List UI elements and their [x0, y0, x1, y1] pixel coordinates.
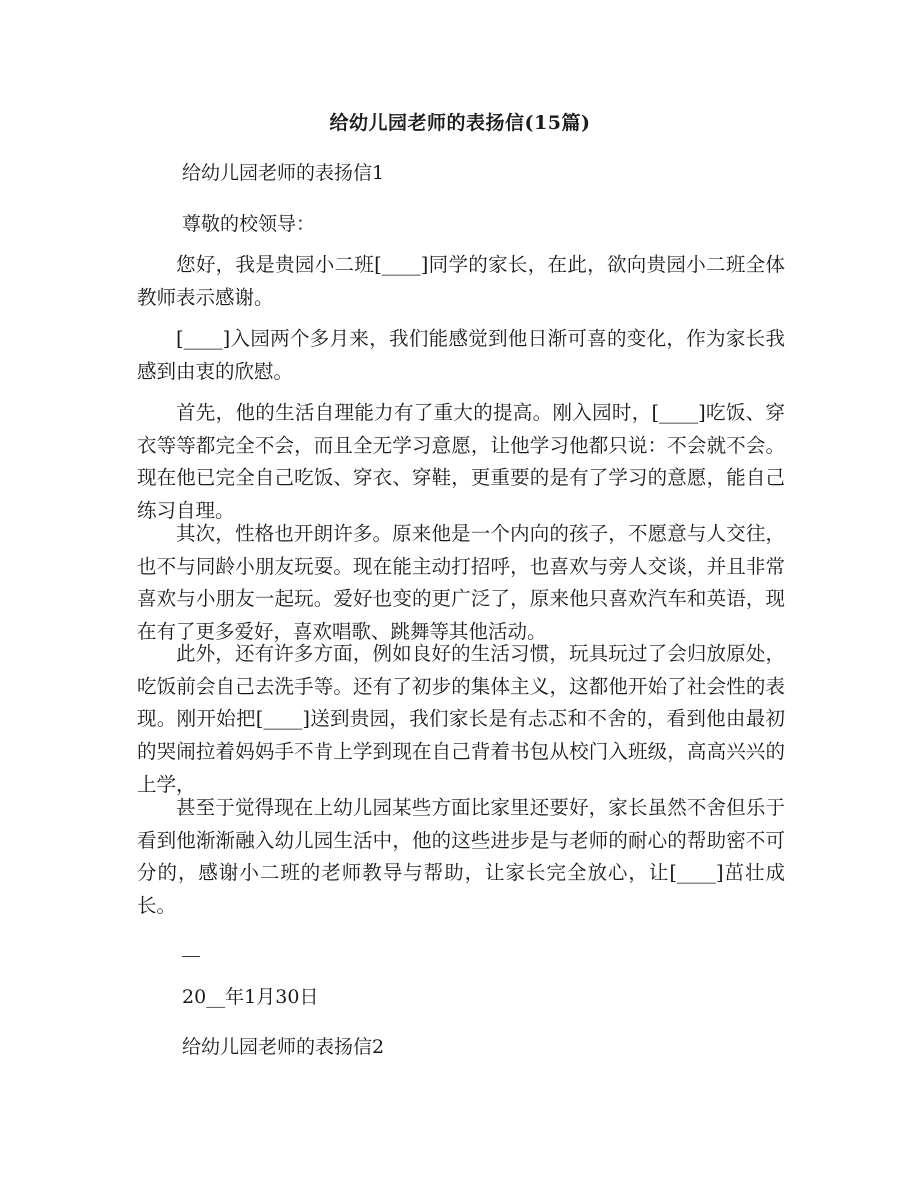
letter2-heading: 给幼儿园老师的表扬信2 — [182, 1036, 385, 1058]
paragraph-intro: [____]入园两个多月来，我们能感觉到他日渐可喜的变化，作为家长我感到由衷的欣慰。 — [137, 327, 785, 383]
paragraph-first: 首先，他的生活自理能力有了重大的提高。刚入园时，[____]吃饭、穿衣等等都完全不会，而且全无学习意愿，让他学习他都只说：不会就不会。现在他已完全自己吃饭、穿衣、穿鞋，更重要的是有了学习的意愿，能自己练习自理。 — [137, 401, 785, 523]
letter-date: 20__年1月30日 — [182, 986, 319, 1008]
signature-line — [182, 956, 200, 957]
paragraph-second: 其次，性格也开朗许多。原来他是一个内向的孩子，不愿意与人交往，也不与同龄小朋友玩耍。现在能主动打招呼，也喜欢与旁人交谈，并且非常喜欢与小朋友一起玩。爱好也变的更广泛了，原来他只喜欢汽车和英语，现在有了更多爱好，喜欢唱歌、跳舞等其他活动。 — [137, 522, 785, 644]
paragraph-third: 此外，还有许多方面，例如良好的生活习惯，玩具玩过了会归放原处，吃饭前会自己去洗手等。还有了初步的集体主义，这都他开始了社会性的表现。刚开始把[____]送到贵园，我们家长是有忐忑和不舍的，看到他由最初的哭闹拉着妈妈手不肯上学到现在自己背着书包从校门入班级，高高兴兴的上学， — [137, 642, 785, 796]
paragraph-fourth: 甚至于觉得现在上幼儿园某些方面比家里还要好，家长虽然不舍但乐于看到他渐渐融入幼儿园生活中，他的这些进步是与老师的耐心的帮助密不可分的，感谢小二班的老师教导与帮助，让家长完全放心，让[____]茁壮成长。 — [137, 796, 785, 918]
letter1-heading: 给幼儿园老师的表扬信1 — [182, 162, 385, 184]
salutation: 尊敬的校领导： — [182, 213, 316, 235]
document-title: 给幼儿园老师的表扬信(15篇) — [329, 112, 591, 134]
paragraph-greeting: 您好，我是贵园小二班[____]同学的家长，在此，欲向贵园小二班全体教师表示感谢。 — [137, 253, 785, 309]
